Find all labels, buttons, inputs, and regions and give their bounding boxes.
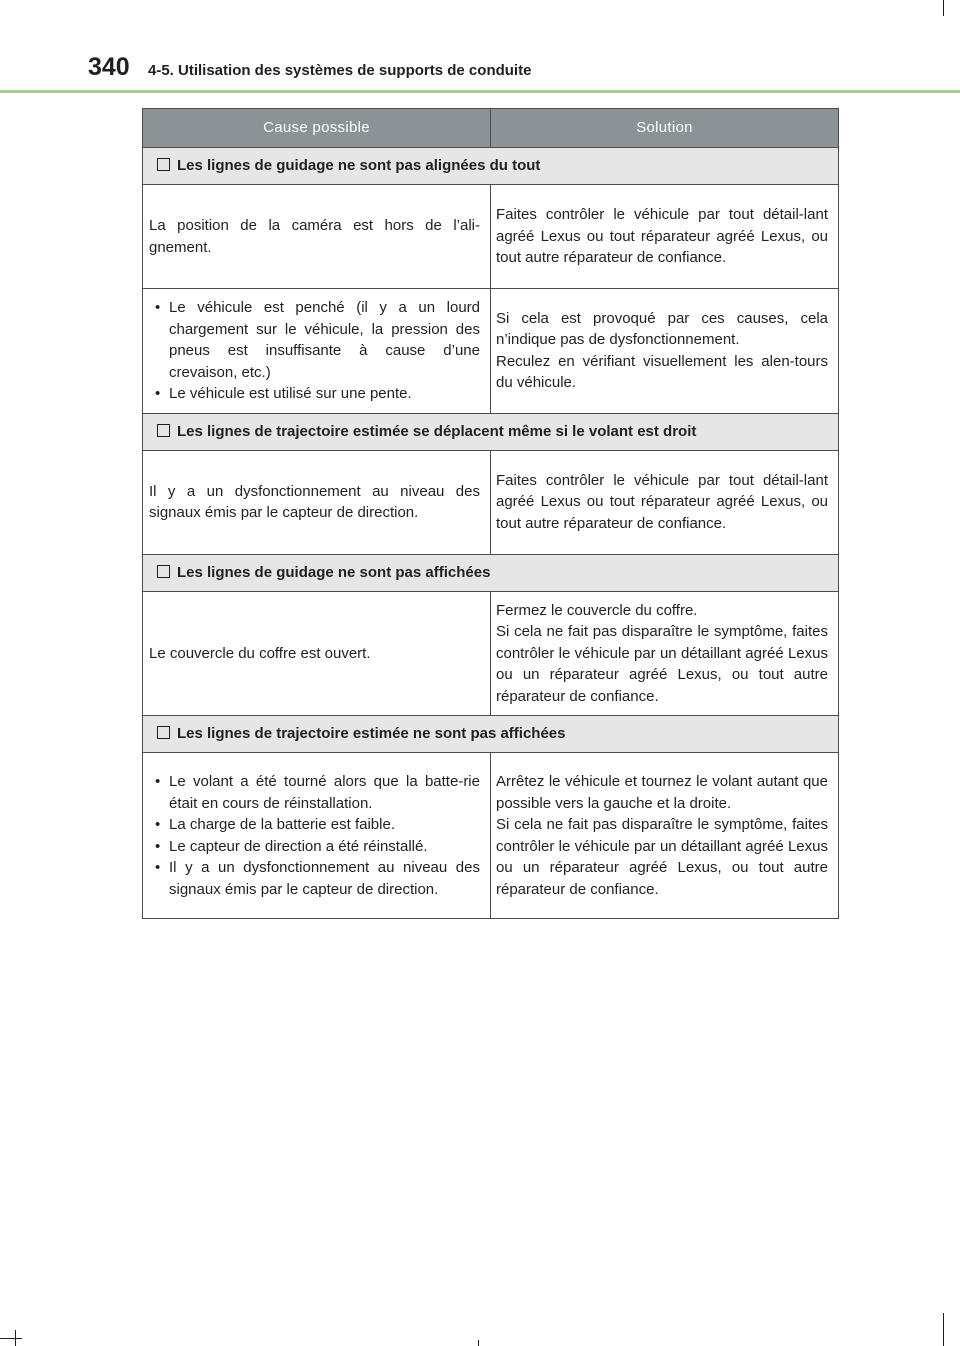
group-row [143, 716, 839, 753]
group-heading [143, 554, 839, 591]
cause-bullet: • Il y a un dysfonctionnement au niveau des signaux émis par le capteur de direction. [149, 857, 480, 900]
solution-text: Faites contrôler le véhicule par tout détail-lant agréé Lexus ou tout réparateur agréé Lexus, ou tout autre réparateur de confiance. [496, 206, 828, 267]
crop-mark [0, 1338, 22, 1339]
crop-mark [478, 1340, 479, 1346]
cause-text: Le couvercle du coffre est ouvert. [149, 644, 371, 662]
cause-text: Il y a un dysfonctionnement au niveau des signaux émis par le capteur de direction. [149, 482, 480, 521]
table-row [143, 185, 839, 289]
solution-cell [491, 289, 839, 414]
solution-cell [491, 185, 839, 289]
cause-bullet: • La charge de la batterie est faible. [149, 814, 480, 836]
group-title: Les lignes de guidage ne sont pas alignées du tout [177, 157, 541, 175]
page-number: 340 [88, 53, 130, 81]
section-title: 4-5. Utilisation des systèmes de supports de conduite [148, 62, 532, 79]
cause-cell [143, 185, 491, 289]
table-header-row [143, 109, 839, 148]
group-row [143, 413, 839, 450]
checkbox-icon [157, 158, 170, 171]
crop-mark [943, 0, 944, 16]
group-row [143, 554, 839, 591]
cause-bullet: • Le volant a été tourné alors que la batte-rie était en cours de réinstallation. [149, 771, 480, 814]
cause-cell [143, 450, 491, 554]
solution-cell [491, 591, 839, 716]
cause-cell [143, 753, 491, 919]
solution-cell [491, 753, 839, 919]
column-header-cause: Cause possible [143, 109, 491, 148]
solution-text: Reculez en vérifiant visuellement les alen-tours du véhicule. [496, 352, 828, 392]
table-row [143, 289, 839, 414]
solution-text: Arrêtez le véhicule et tournez le volant autant que possible vers la gauche et la droite. [496, 773, 828, 812]
group-heading [143, 716, 839, 753]
table-row [143, 591, 839, 716]
group-title: Les lignes de trajectoire estimée ne sont pas affichées [177, 725, 566, 743]
solution-text: Si cela est provoqué par ces causes, cela n’indique pas de dysfonctionnement. [496, 309, 828, 349]
cause-text: La position de la caméra est hors de l’ali-gnement. [149, 217, 480, 256]
cause-bullet: • Le capteur de direction a été réinstallé. [149, 836, 480, 858]
cause-cell [143, 289, 491, 414]
group-title: Les lignes de trajectoire estimée se déplacent même si le volant est droit [177, 422, 697, 440]
checkbox-icon [157, 726, 170, 739]
solution-text: Si cela ne fait pas disparaître le symptôme, faites contrôler le véhicule par un détaillant agréé Lexus ou un réparateur agréé Lexus, ou tout autre réparateur de confiance. [496, 816, 828, 898]
column-header-solution: Solution [491, 109, 839, 148]
checkbox-icon [157, 565, 170, 578]
cause-bullet: • Le véhicule est utilisé sur une pente. [149, 383, 480, 405]
group-row [143, 148, 839, 185]
troubleshooting-table [142, 108, 839, 919]
header-rule [0, 90, 960, 93]
table-row [143, 450, 839, 554]
crop-mark [943, 1313, 944, 1346]
checkbox-icon [157, 424, 170, 437]
solution-text: Faites contrôler le véhicule par tout détail-lant agréé Lexus ou tout réparateur agréé Lexus, ou tout autre réparateur de confiance. [496, 471, 828, 532]
group-heading [143, 148, 839, 185]
table-row [143, 753, 839, 919]
solution-text: Fermez le couvercle du coffre. [496, 601, 698, 619]
group-title: Les lignes de guidage ne sont pas affichées [177, 563, 491, 581]
solution-cell [491, 450, 839, 554]
solution-text: Si cela ne fait pas disparaître le symptôme, faites contrôler le véhicule par un détaillant agréé Lexus ou un réparateur agréé Lexus, ou tout autre réparateur de confiance. [496, 623, 828, 705]
cause-cell [143, 591, 491, 716]
group-heading [143, 413, 839, 450]
cause-bullet: • Le véhicule est penché (il y a un lourd chargement sur le véhicule, la pression des pneus est insuffisante à cause d’une crevaison, etc.) [149, 297, 480, 383]
crop-mark [15, 1330, 16, 1346]
